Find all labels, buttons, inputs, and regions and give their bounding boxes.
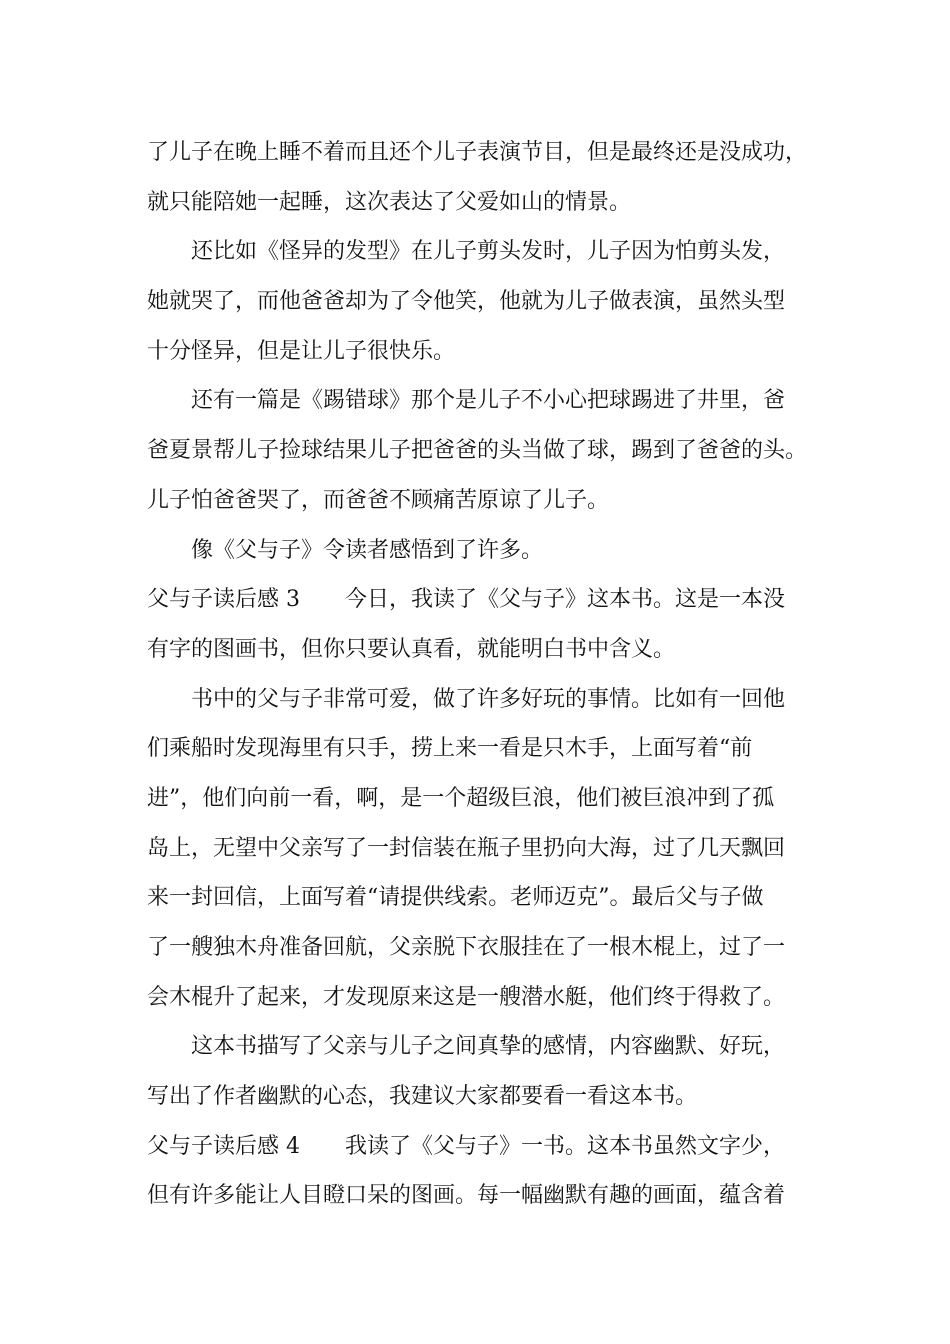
section-3-first-sentence: 今日，我读了《父与子》这本书。这是一本没 xyxy=(345,587,786,613)
text-line: 会木棍升了起来，才发现原来这是一艘潜水艇，他们终于得救了。 xyxy=(147,984,786,1010)
text-line: 来一封回信，上面写着“请提供线索。老师迈克”。最后父与子做 xyxy=(147,885,764,911)
text-line: 就只能陪她一起睡，这次表达了父爱如山的情景。 xyxy=(147,189,632,215)
text-line: 她就哭了，而他爸爸却为了令他笑，他就为儿子做表演，虽然头型 xyxy=(147,289,786,315)
text-line: 了儿子在晚上睡不着而且还个儿子表演节目，但是最终还是没成功， xyxy=(147,140,808,165)
text-line: 们乘船时发现海里有只手，捞上来一看是只木手，上面写着“前 xyxy=(147,736,753,762)
text-line: 爸夏景帮儿子捡球结果儿子把爸爸的头当做了球，踢到了爸爸的头。 xyxy=(147,438,808,464)
paragraph-start-line: 这本书描写了父亲与儿子之间真挚的感情，内容幽默、好玩， xyxy=(191,1034,786,1060)
text-line: 进”，他们向前一看，啊，是一个超级巨浪，他们被巨浪冲到了孤 xyxy=(147,785,775,811)
text-line: 写出了作者幽默的心态，我建议大家都要看一看这本书。 xyxy=(147,1084,698,1110)
section-heading-3: 父与子读后感 3 xyxy=(147,587,300,613)
paragraph-start-line: 还比如《怪异的发型》在儿子剪头发时，儿子因为怕剪头发， xyxy=(191,239,786,265)
text-line: 十分怪异，但是让儿子很快乐。 xyxy=(147,338,456,364)
section-4-first-sentence: 我读了《父与子》一书。这本书虽然文字少， xyxy=(345,1133,786,1159)
section-heading-line xyxy=(147,575,827,625)
document-body xyxy=(147,128,827,1221)
text-line: 岛上，无望中父亲写了一封信装在瓶子里扔向大海，过了几天飘回 xyxy=(147,835,786,861)
text-line: 了一艘独木舟准备回航，父亲脱下衣服挂在了一根木棍上，过了一 xyxy=(147,935,786,960)
paragraph-start-line: 还有一篇是《踢错球》那个是儿子不小心把球踢进了井里，爸 xyxy=(191,388,786,414)
text-line: 但有许多能让人目瞪口呆的图画。每一幅幽默有趣的画面，蕴含着 xyxy=(147,1183,786,1209)
text-line: 有字的图画书，但你只要认真看，就能明白书中含义。 xyxy=(147,636,676,662)
paragraph-start-line: 书中的父与子非常可爱，做了许多好玩的事情。比如有一回他 xyxy=(191,686,786,712)
section-heading-4: 父与子读后感 4 xyxy=(147,1133,300,1159)
text-line: 儿子怕爸爸哭了，而爸爸不顾痛苦原谅了儿子。 xyxy=(147,487,610,513)
section-heading-line xyxy=(147,1122,827,1172)
paragraph-start-line: 像《父与子》令读者感悟到了许多。 xyxy=(191,537,544,563)
